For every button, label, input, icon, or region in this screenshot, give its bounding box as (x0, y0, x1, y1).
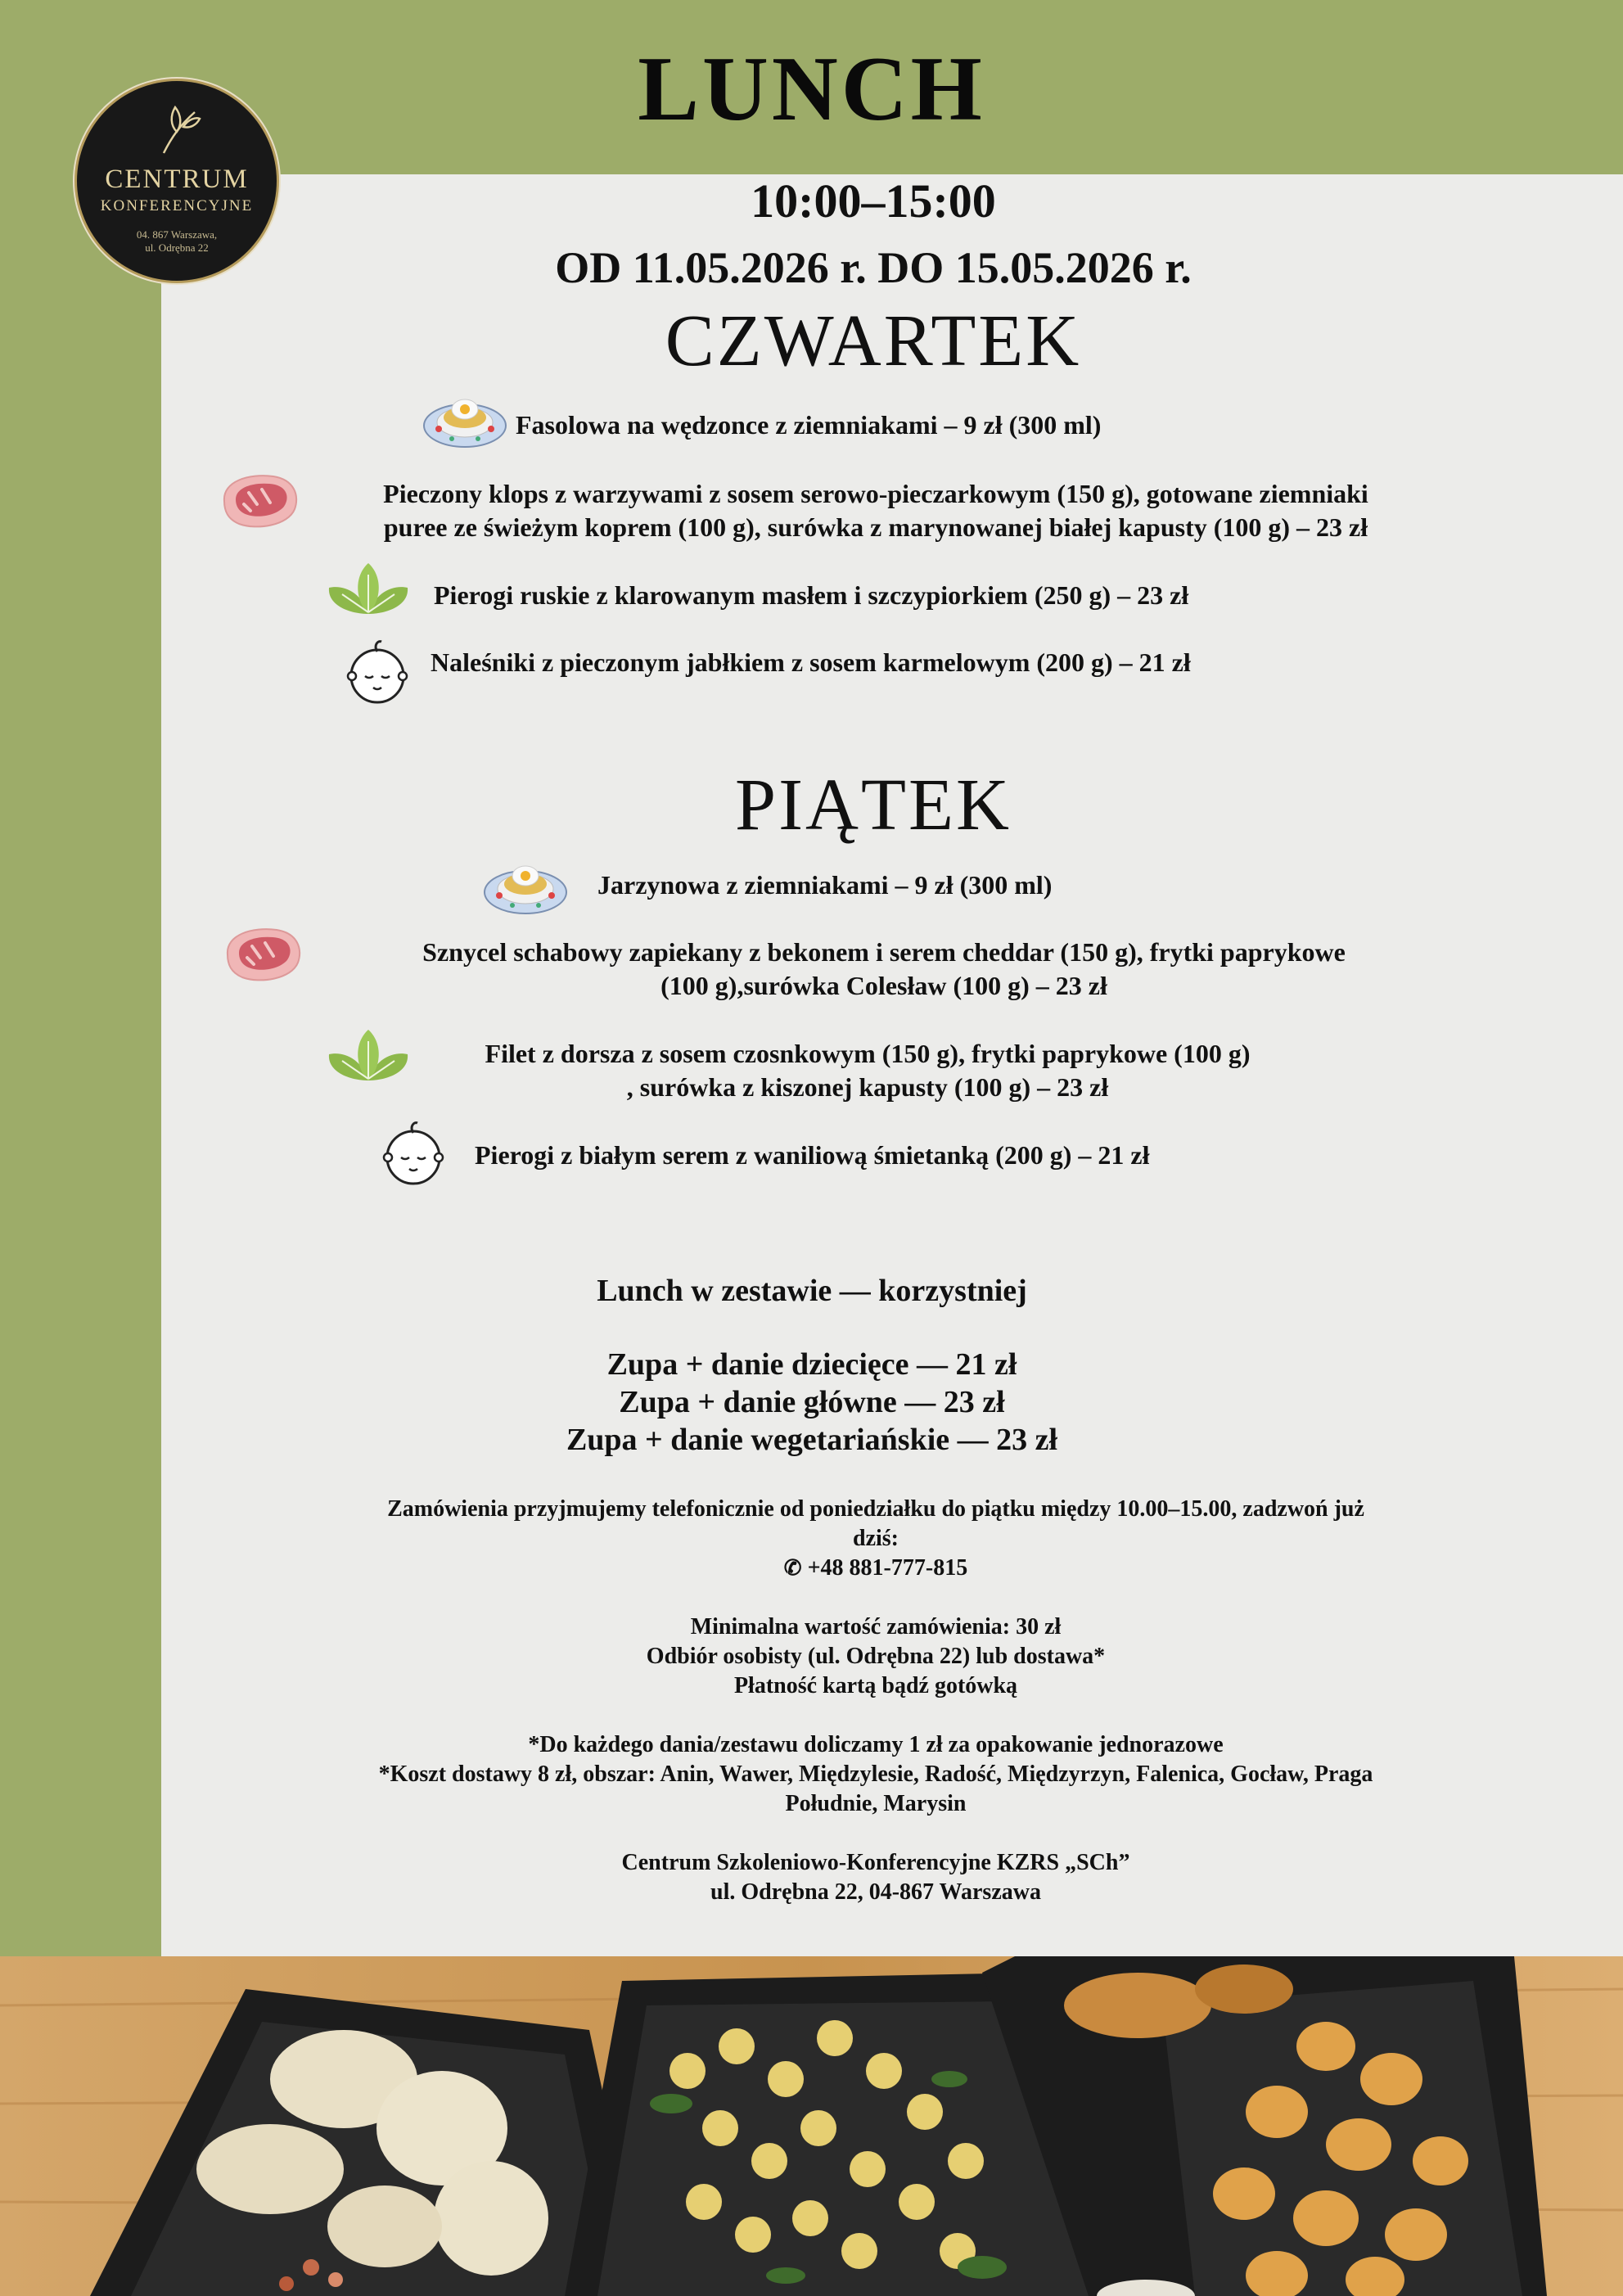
friday-soup: Jarzynowa z ziemniakami – 9 zł (300 ml) (597, 870, 1053, 900)
baby-face-icon (342, 635, 413, 704)
logo-line-1: CENTRUM (105, 165, 249, 194)
combo-heading: Lunch w zestawie — korzystniej (597, 1274, 1027, 1308)
delivery-note-line-1: *Koszt dostawy 8 zł, obszar: Anin, Wawer, Międzylesie, Radość, Międzyrzyn, Falenica, Gocław, Praga (378, 1761, 1373, 1787)
day-heading-thursday: CZWARTEK (665, 300, 1082, 381)
phone-number[interactable]: +48 881-777-815 (807, 1555, 968, 1581)
friday-main-line-1: Sznycel schabowy zapiekany z bekonem i serem cheddar (150 g), frytki paprykowe (422, 937, 1346, 967)
thursday-soup: Fasolowa na wędzonce z ziemniakami – 9 zł (300 ml) (516, 410, 1102, 440)
thursday-kids: Naleśniki z pieczonym jabłkiem z sosem karmelowym (200 g) – 21 zł (431, 647, 1191, 677)
meat-steak-icon (216, 468, 301, 534)
combo-item: Zupa + danie dziecięce — 21 zł (606, 1347, 1017, 1382)
soup-bowl-icon (483, 851, 568, 917)
thursday-main-line-1: Pieczony klops z warzywami z sosem serowo-pieczarkowym (150 g), gotowane ziemniaki (383, 479, 1368, 508)
packaging-note: *Do każdego dania/zestawu doliczamy 1 zł za opakowanie jednorazowe (528, 1732, 1224, 1757)
side-band (0, 174, 161, 1956)
payment-info: Płatność kartą bądź gotówką (733, 1673, 1018, 1698)
soup-bowl-icon (422, 385, 507, 450)
leaf-logo-icon (152, 101, 201, 158)
date-range: OD 11.05.2026 r. DO 15.05.2026 r. (555, 243, 1192, 292)
phone-icon: ✆ (783, 1556, 802, 1580)
phone-line (213, 1554, 1539, 1583)
delivery-note-line-2: Południe, Marysin (785, 1791, 967, 1816)
logo-line-2: KONFERENCYJNE (100, 197, 254, 214)
page-title: LUNCH (638, 38, 985, 140)
minimum-order: Minimalna wartość zamówienia: 30 zł (690, 1614, 1062, 1640)
friday-vegetarian-line-2: , surówka z kiszonej kapusty (100 g) – 23 zł (626, 1072, 1109, 1102)
pickup-info: Odbiór osobisty (ul. Odrębna 22) lub dostawa* (646, 1644, 1106, 1669)
friday-main-line-2: (100 g),surówka Colesław (100 g) – 23 zł (660, 971, 1107, 1000)
combo-item: Zupa + danie główne — 23 zł (619, 1385, 1005, 1419)
thursday-vegetarian: Pierogi ruskie z klarowanym masłem i szczypiorkiem (250 g) – 23 zł (434, 580, 1189, 610)
thursday-main-line-2: puree ze świeżym koprem (100 g), surówka z marynowanej białej kapusty (100 g) – 23 zł (383, 512, 1368, 542)
order-info-line-2: dziś: (853, 1526, 899, 1551)
friday-kids: Pierogi z białym serem z waniliową śmietanką (200 g) – 21 zł (475, 1140, 1150, 1170)
food-containers-illustration (0, 1956, 1623, 2296)
friday-vegetarian-line-1: Filet z dorsza z sosem czosnkowym (150 g), frytki paprykowe (100 g) (485, 1039, 1251, 1068)
day-heading-friday: PIĄTEK (735, 765, 1012, 846)
baby-face-icon (378, 1116, 449, 1185)
meat-steak-icon (219, 922, 304, 987)
combo-item: Zupa + danie wegetariańskie — 23 zł (566, 1423, 1058, 1457)
leaf-icon (326, 1026, 411, 1085)
order-info-line-1: Zamówienia przyjmujemy telefonicznie od poniedziałku do piątku między 10.00–15.00, zadzwoń już (387, 1496, 1364, 1522)
leaf-icon (326, 560, 411, 619)
company-address: ul. Odrębna 22, 04-867 Warszawa (710, 1879, 1041, 1905)
logo-line-3: 04. 867 Warszawa, (136, 228, 218, 241)
opening-hours: 10:00–15:00 (751, 174, 996, 228)
logo-line-4: ul. Odrębna 22 (145, 241, 209, 254)
company-name: Centrum Szkoleniowo-Konferencyjne KZRS „SCh” (621, 1850, 1130, 1875)
food-photo (0, 1956, 1623, 2296)
